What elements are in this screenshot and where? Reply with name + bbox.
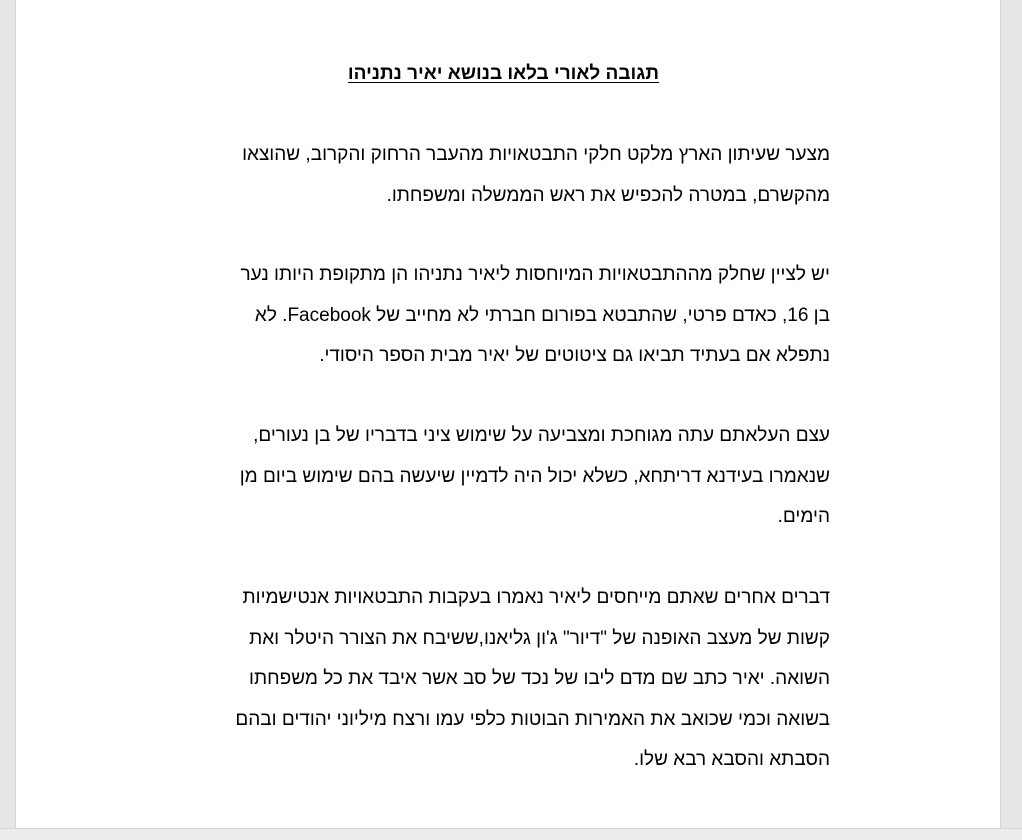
document-title: תגובה לאורי בלאו בנושא יאיר נתניהו — [347, 63, 659, 84]
text-line: קשות של מעצב האופנה של "דיור" ג'ון גליאנו,ששיבח את הצורר היטלר ואת — [249, 627, 830, 649]
document-page[interactable] — [15, 0, 1001, 828]
text-line: מצער שעיתון הארץ מלקט חלקי התבטאויות מהעבר הרחוק והקרוב, שהוצאו — [242, 144, 830, 165]
text-line: דברים אחרים שאתם מייחסים ליאיר נאמרו בעקבות התבטאויות אנטישמיות — [242, 587, 830, 608]
paragraph-3 — [130, 416, 830, 538]
text-line: יש לציין שחלק מההתבטאויות המיוחסות ליאיר נתניהו הן מתקופת היותו נער — [240, 264, 830, 285]
paragraph-4 — [130, 578, 830, 781]
text-line: בשואה וכמי שכואב את האמירות הבוטות כלפי עמו ורצח מיליוני יהודים ובהם — [235, 708, 830, 730]
paragraph-1 — [130, 135, 830, 216]
paragraph-2 — [130, 255, 830, 377]
text-line: שנאמרו בעידנא דריתחא, כשלא יכול היה לדמיין שיעשה בהם שימוש ביום מן — [239, 465, 830, 487]
text-line: מהקשרם, במטרה להכפיש את ראש הממשלה ומשפחתו. — [386, 184, 830, 206]
text-line: נתפלא אם בעתיד תביאו גם ציטוטים של יאיר מבית הספר היסודי. — [319, 345, 830, 366]
text-line: בן 16, כאדם פרטי, שהתבטא בפורום חברתי לא מחייב של Facebook. לא — [254, 304, 830, 326]
text-line: הסבתא והסבא רבא שלו. — [633, 749, 830, 770]
text-line: השואה. יאיר כתב שם מדם ליבו של נכד של סב אשר איבד את כל משפחתו — [249, 668, 830, 689]
text-line: עצם העלאתם עתה מגוחכת ומצביעה על שימוש ציני בדבריו של בן נעורים, — [253, 425, 830, 446]
text-line: הימים. — [777, 506, 830, 527]
horizontal-scrollbar[interactable] — [0, 828, 1022, 840]
